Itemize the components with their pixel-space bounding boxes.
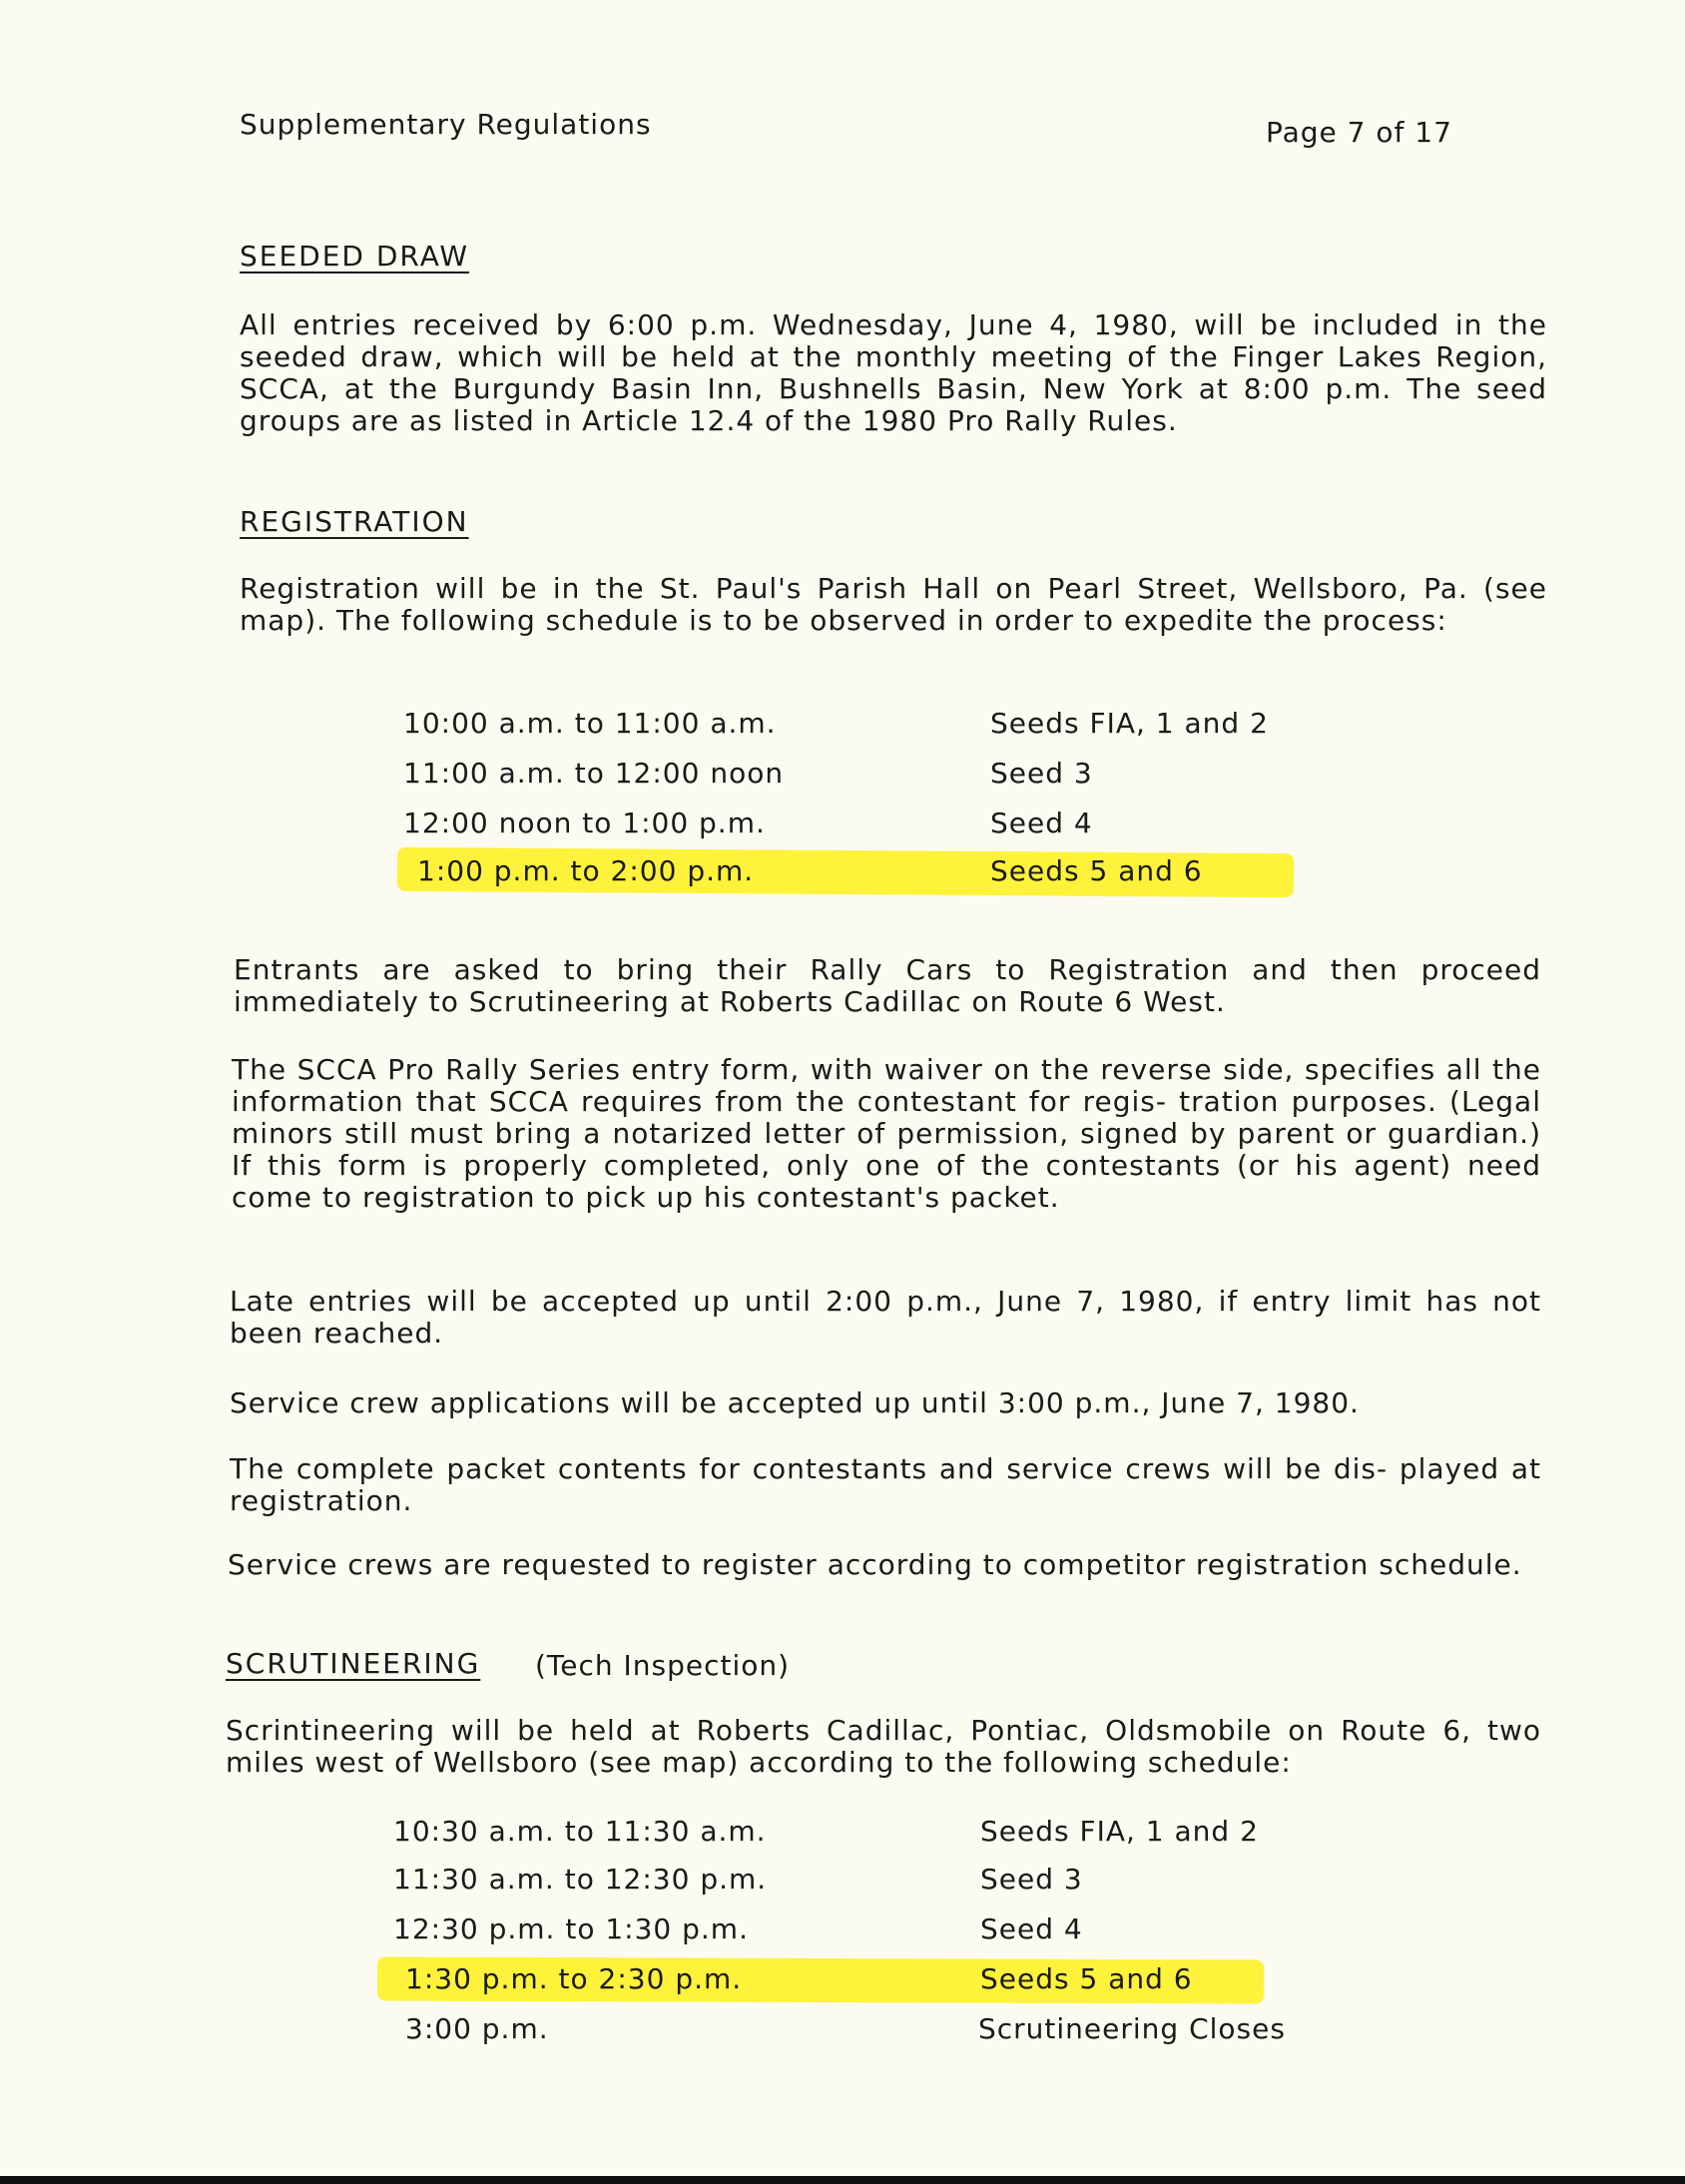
seeded-draw-heading: SEEDED DRAW	[240, 240, 470, 273]
schedule-time: 3:00 p.m.	[405, 2012, 549, 2045]
registration-paragraph: The complete packet contents for contestants and service crews will be dis- played at registration.	[230, 1452, 1541, 1517]
schedule-seeds: Seeds FIA, 1 and 2	[980, 1815, 1259, 1848]
schedule-seeds: Seed 3	[980, 1863, 1083, 1896]
registration-paragraph: Service crew applications will be accepted up until 3:00 p.m., June 7, 1980.	[230, 1386, 1360, 1419]
registration-paragraph: Late entries will be accepted up until 2:00 p.m., June 7, 1980, if entry limit has not been reached.	[230, 1285, 1541, 1350]
registration-intro: Registration will be in the St. Paul's Parish Hall on Pearl Street, Wellsboro, Pa. (see map). The following schedule is to be observed in order to expedite the process:	[240, 572, 1547, 637]
schedule-seeds: Seeds FIA, 1 and 2	[990, 707, 1269, 740]
registration-paragraph: Entrants are asked to bring their Rally Cars to Registration and then proceed immediately to Scrutineering at Roberts Cadillac on Route 6 West.	[234, 953, 1541, 1018]
schedule-seeds: Seeds 5 and 6	[980, 1962, 1193, 1995]
schedule-time: 10:30 a.m. to 11:30 a.m.	[393, 1815, 767, 1848]
scrutineering-intro: Scrintineering will be held at Roberts Cadillac, Pontiac, Oldsmobile on Route 6, two miles west of Wellsboro (see map) according to the following schedule:	[226, 1714, 1541, 1779]
document-title: Supplementary Regulations	[240, 108, 652, 141]
schedule-time: 10:00 a.m. to 11:00 a.m.	[403, 707, 777, 740]
registration-heading: REGISTRATION	[240, 505, 469, 538]
registration-paragraph: Service crews are requested to register according to competitor registration schedule.	[228, 1548, 1522, 1581]
schedule-time: 11:00 a.m. to 12:00 noon	[403, 757, 785, 790]
registration-paragraph: The SCCA Pro Rally Series entry form, with waiver on the reverse side, specifies all the information that SCCA requires from the contestant for regis- tration purposes. (Legal minors still must bring a notarized letter of permission, signed by parent or guardian.) If this form is properly completed, only one of the contestants (or his agent) need come to registration to pick up his contestant's packet.	[232, 1053, 1541, 1214]
schedule-time: 12:00 noon to 1:00 p.m.	[403, 807, 766, 839]
schedule-time: 1:00 p.m. to 2:00 p.m.	[417, 854, 755, 887]
schedule-seeds: Scrutineering Closes	[978, 2012, 1286, 2045]
schedule-time: 11:30 a.m. to 12:30 p.m.	[393, 1863, 768, 1896]
scrutineering-heading: SCRUTINEERING	[226, 1647, 481, 1680]
seeded-draw-text: All entries received by 6:00 p.m. Wednesday, June 4, 1980, will be included in the seeded draw, which will be held at the monthly meeting of the Finger Lakes Region, SCCA, at the Burgundy Basin Inn, Bushnells Basin, New York at 8:00 p.m. The seed groups are as listed in Article 12.4 of the 1980 Pro Rally Rules.	[240, 308, 1547, 437]
schedule-time: 1:30 p.m. to 2:30 p.m.	[405, 1962, 743, 1995]
page-number: Page 7 of 17	[1266, 116, 1452, 149]
schedule-seeds: Seed 4	[990, 807, 1093, 839]
schedule-seeds: Seeds 5 and 6	[990, 854, 1203, 887]
scan-edge	[0, 2176, 1685, 2184]
schedule-seeds: Seed 4	[980, 1912, 1083, 1945]
schedule-seeds: Seed 3	[990, 757, 1093, 790]
schedule-time: 12:30 p.m. to 1:30 p.m.	[393, 1912, 749, 1945]
scrutineering-heading-note: (Tech Inspection)	[535, 1649, 791, 1682]
